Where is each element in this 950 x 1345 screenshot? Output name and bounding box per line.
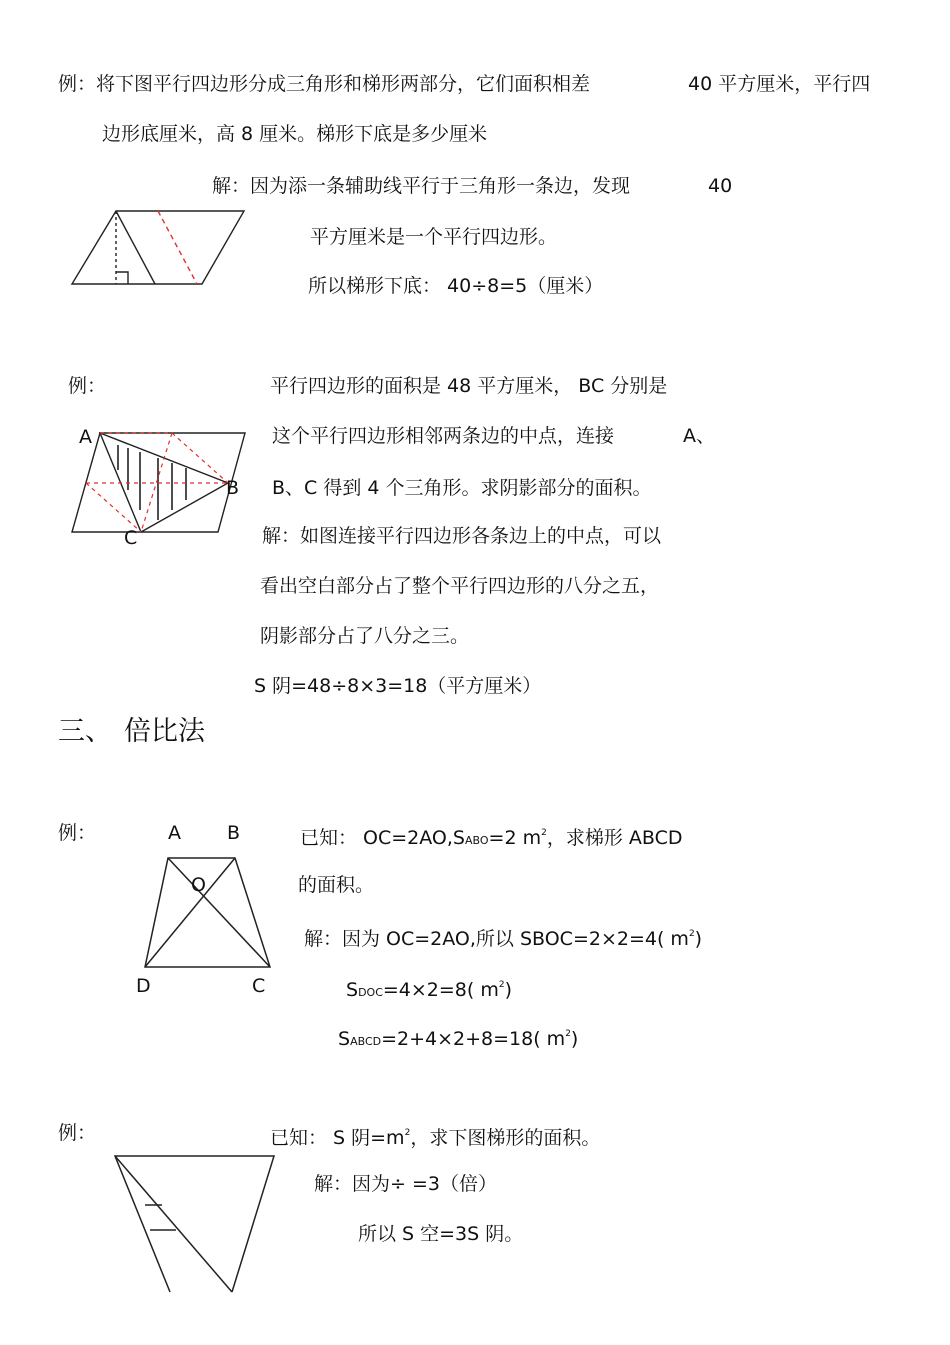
ex3-point-d: D: [136, 975, 151, 997]
ex3-given-line2: 的面积。: [298, 874, 375, 896]
ex4-figure: [115, 1156, 274, 1292]
ex2-point-c: C: [124, 527, 138, 549]
ex1-problem-line1: 例：将下图平行四边形分成三角形和梯形两部分，它们面积相差: [58, 73, 591, 95]
ex3-figure: [145, 858, 270, 967]
ex2-problem-line1: 平行四边形的面积是 48 平方厘米， BC 分别是: [270, 375, 668, 397]
ex2-solution-line2: 看出空白部分占了整个平行四边形的八分之五，: [260, 575, 660, 597]
ex3-trapezoid: [145, 858, 270, 967]
ex2-solution-line4: S 阴=48÷8×3=18（平方厘米）: [254, 675, 542, 697]
ex2-problem-line2: 这个平行四边形相邻两条边的中点，连接: [272, 425, 615, 447]
ex1-problem-line1-end: 40 平方厘米，平行四: [688, 73, 871, 95]
ex3-solution-line2: SDOC=4×2=8( $m^2$): [346, 979, 513, 1001]
ex4-label: 例：: [58, 1122, 97, 1144]
ex3-diagonal-bd: [145, 858, 235, 967]
ex1-right-angle-mark: [116, 272, 128, 284]
ex4-solution-line1: 解：因为÷ =3（倍）: [314, 1173, 497, 1195]
ex3-point-o: O: [191, 874, 206, 896]
ex4-trapezoid: [115, 1156, 274, 1292]
ex1-triangle-side: [116, 211, 155, 284]
ex1-figure: [72, 211, 244, 284]
ex2-solution-line3: 阴影部分占了八分之三。: [260, 625, 470, 647]
section-title: 倍比法: [124, 716, 205, 747]
ex2-problem-line2-end: A、: [683, 425, 715, 447]
ex1-parallelogram: [72, 211, 244, 284]
ex3-point-b: B: [227, 822, 241, 844]
ex1-solution-line3: 所以梯形下底： 40÷8=5（厘米）: [308, 275, 604, 297]
ex2-figure: [72, 433, 245, 532]
ex2-problem-line3: B、C 得到 4 个三角形。求阴影部分的面积。: [272, 477, 652, 499]
ex1-problem-line2: 边形底厘米，高 8 厘米。梯形下底是多少厘米: [102, 123, 488, 145]
ex2-point-b: B: [226, 477, 240, 499]
ex2-aux-lines: [86, 433, 228, 532]
ex2-label: 例：: [68, 375, 107, 397]
section-number: 三、: [58, 716, 112, 747]
ex4-solution-line2: 所以 S 空=3S 阴。: [358, 1223, 524, 1245]
ex4-given: 已知： S 阴$=m^2$，求下图梯形的面积。: [270, 1127, 601, 1149]
ex1-solution-line1: 解：因为添一条辅助线平行于三角形一条边，发现: [212, 175, 631, 197]
ex3-given-line1: 已知： OC=2AO,SABO=2 $m^2$，求梯形 ABCD: [300, 827, 683, 849]
ex3-point-c: C: [252, 975, 266, 997]
ex3-diagonal-ac: [168, 858, 270, 967]
ex1-solution-line1-end: 40: [708, 175, 733, 197]
ex1-aux-line: [158, 211, 197, 284]
ex3-point-a: A: [168, 822, 181, 844]
ex2-point-a: A: [79, 426, 92, 448]
ex3-solution-line1: 解：因为 OC=2AO,所以 SBOC=2×2=4( $m^2$): [304, 928, 703, 950]
ex1-solution-line2: 平方厘米是一个平行四边形。: [310, 226, 558, 248]
ex2-solution-line1: 解：如图连接平行四边形各条边上的中点，可以: [262, 525, 662, 547]
ex4-diagonal: [115, 1156, 232, 1292]
ex3-solution-line3: SABCD=2+4×2+8=18( $m^2$): [338, 1028, 579, 1050]
ex3-label: 例：: [58, 822, 97, 844]
